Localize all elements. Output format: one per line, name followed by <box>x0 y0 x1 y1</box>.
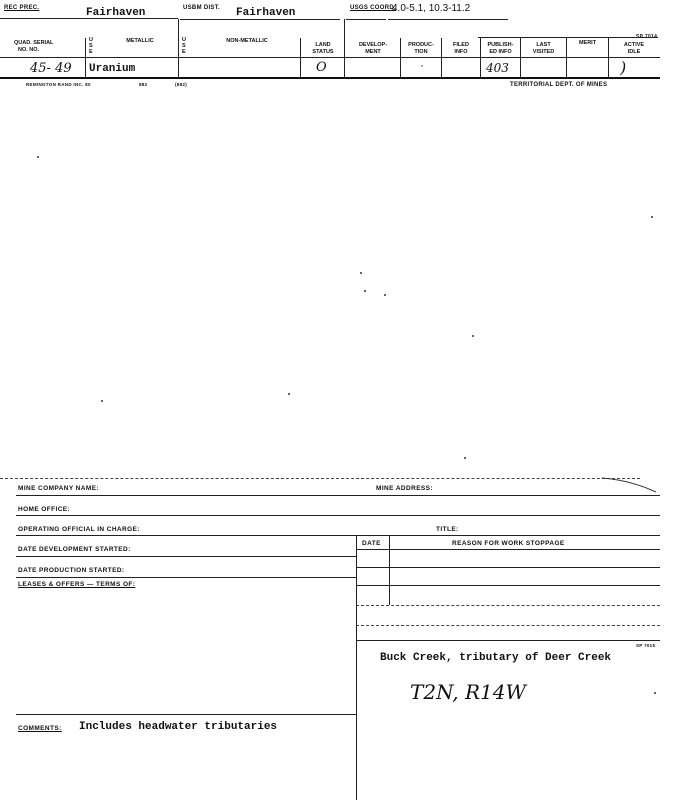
comments-value: Includes headwater tributaries <box>79 721 278 733</box>
col-active-idle: ACTIVE IDLE <box>623 42 645 55</box>
published-value: 403 <box>486 61 509 75</box>
rule <box>478 37 658 38</box>
col-merit: MERIT <box>578 40 597 46</box>
township-range-handwritten: T2N, R14W <box>410 680 527 704</box>
rule <box>180 19 340 20</box>
active-idle-mark: ) <box>620 58 627 77</box>
card-corner-curl <box>600 476 660 496</box>
rec-prec-value: Fairhaven <box>86 7 146 19</box>
scan-speck <box>364 290 366 292</box>
col-nonmetallic-prefix: U S E <box>182 37 186 55</box>
card-edge <box>0 478 640 479</box>
scan-speck <box>101 400 103 402</box>
col-land-status: LAND STATUS <box>312 42 334 55</box>
rule <box>356 625 660 626</box>
printer-code-2: (882) <box>175 82 188 87</box>
usgs-coord-value: 4.0-5.1, 10.3-11.2 <box>392 3 471 14</box>
divider <box>356 535 357 800</box>
scan-speck <box>360 272 362 274</box>
rule <box>16 535 660 536</box>
col-metallic: METALLIC <box>126 38 154 44</box>
col-development: DEVELOP- MENT <box>358 42 388 55</box>
mine-address-label: MINE ADDRESS: <box>376 485 433 492</box>
rule <box>16 714 356 715</box>
scan-speck <box>288 393 290 395</box>
land-status-value: O <box>316 60 327 75</box>
leases-offers-label: LEASES & OFFERS — TERMS OF: <box>18 581 136 588</box>
scan-speck <box>384 294 386 296</box>
rule <box>356 640 660 641</box>
col-metallic-prefix: U S E <box>89 37 93 55</box>
usbm-dist-value: Fairhaven <box>236 7 296 19</box>
scan-speck <box>37 156 39 158</box>
home-office-label: HOME OFFICE: <box>18 506 71 513</box>
form-number-top: SP 7014 <box>636 34 658 40</box>
rule <box>16 556 356 557</box>
rule <box>0 57 660 58</box>
col-last-visited: LAST VISITED <box>532 42 555 55</box>
scan-speck <box>651 216 653 218</box>
rule <box>388 19 508 20</box>
operating-official-label: OPERATING OFFICIAL IN CHARGE: <box>18 526 140 533</box>
rec-prec-label: REC PREC. <box>4 5 40 11</box>
title-label: TITLE: <box>436 526 459 533</box>
metallic-value: Uranium <box>89 63 136 75</box>
date-development-started-label: DATE DEVELOPMENT STARTED: <box>18 546 131 553</box>
rule <box>0 18 178 19</box>
mine-company-name-label: MINE COMPANY NAME: <box>18 485 99 492</box>
rule <box>356 605 660 606</box>
form-number-bottom: SP 7015 <box>636 643 656 648</box>
usbm-dist-label: USBM DIST. <box>183 5 221 11</box>
scan-speck <box>464 457 466 459</box>
rule <box>16 515 660 516</box>
rule <box>16 495 660 496</box>
comments-label: COMMENTS: <box>18 725 62 732</box>
printer-imprint: REMINGTON RAND INC. 80 <box>26 82 91 87</box>
date-production-started-label: DATE PRODUCTION STARTED: <box>18 567 125 574</box>
date-column-label: DATE <box>362 540 381 547</box>
col-quad-serial-line1: QUAD. SERIAL <box>14 40 54 46</box>
production-value: · <box>420 58 424 72</box>
col-quad-serial-line2: NO. NO. <box>18 46 40 53</box>
rule <box>356 549 660 550</box>
divider <box>344 19 345 78</box>
location-typed: Buck Creek, tributary of Deer Creek <box>380 652 612 664</box>
quad-serial-value: 45- 49 <box>30 61 72 76</box>
scan-speck <box>472 335 474 337</box>
col-published-info: PUBLISH- ED INFO <box>487 42 514 55</box>
department-name: TERRITORIAL DEPT. OF MINES <box>510 82 608 88</box>
col-nonmetallic: NON-METALLIC <box>226 38 268 44</box>
rule <box>16 577 356 578</box>
printer-code: 882 <box>139 82 148 87</box>
rule <box>356 585 660 586</box>
divider <box>300 38 301 78</box>
divider <box>389 535 390 605</box>
col-production: PRODUC- TION <box>408 42 434 55</box>
divider <box>178 19 179 78</box>
col-filed-info: FILED INFO <box>453 42 469 55</box>
rule <box>346 19 386 20</box>
usgs-coord-label: USGS COORD. <box>350 5 396 11</box>
scan-speck <box>654 692 656 694</box>
reason-stoppage-label: REASON FOR WORK STOPPAGE <box>452 540 565 547</box>
rule <box>356 567 660 568</box>
rule <box>0 77 660 79</box>
